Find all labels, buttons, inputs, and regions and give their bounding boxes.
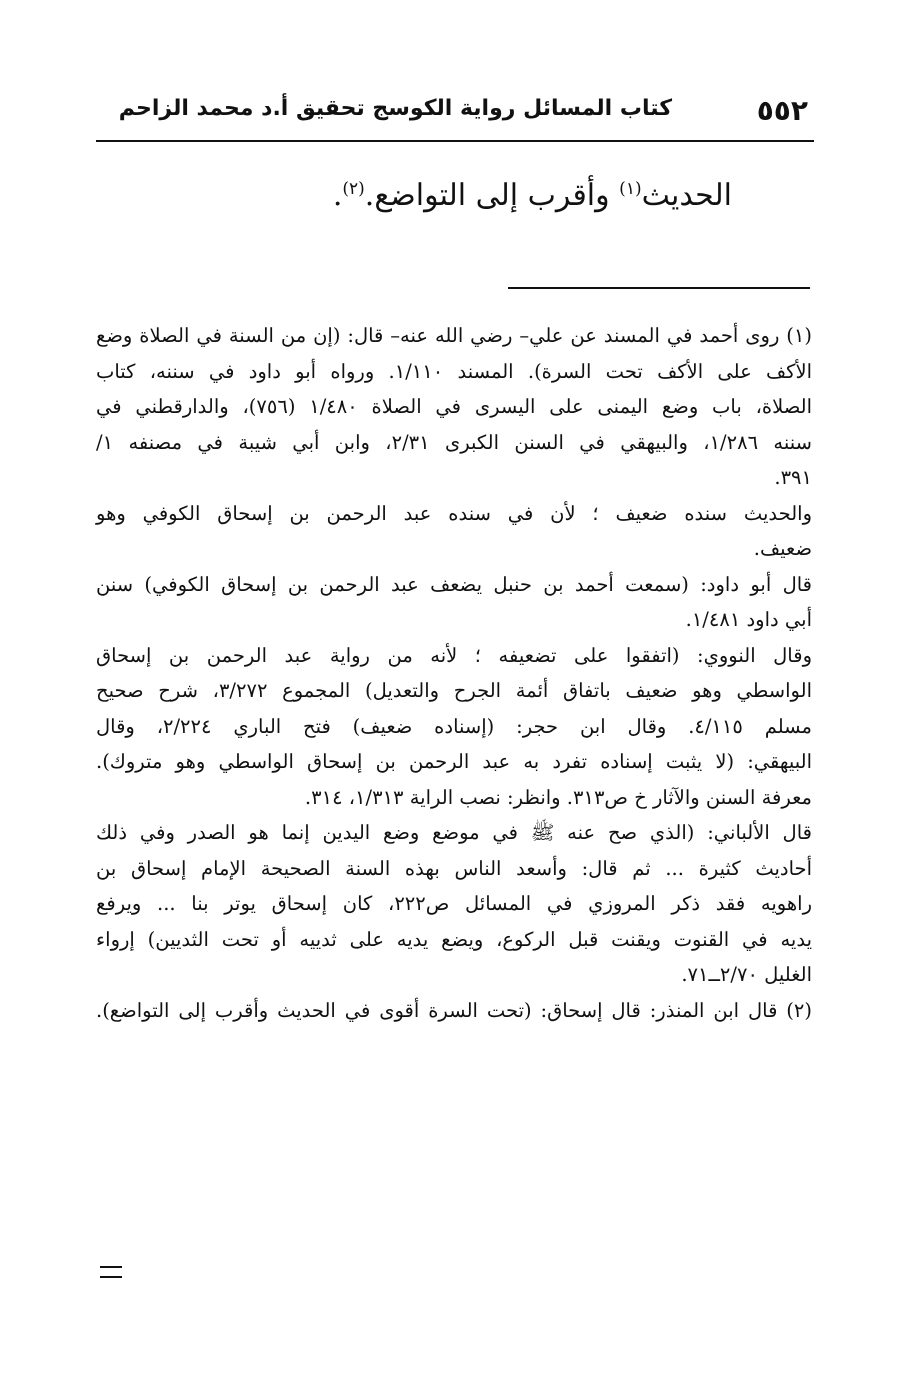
page-header: [96, 88, 812, 136]
footnote-line: معرفة السنن والآثار خ ص٣١٣. وانظر: نصب الراية ١/٣١٣، ٣١٤.: [304, 785, 812, 809]
footnote-line: الغليل ٢/٧٠ــ٧١.: [681, 963, 812, 986]
footnote-line: أحاديث كثيرة ... ثم قال: وأسعد الناس بهذه السنة الصحيحة الإمام إسحاق بن: [96, 856, 812, 880]
footnotes: [96, 318, 812, 1028]
footnote-line: راهويه فقد ذكر المروزي في المسائل ص٢٢٢، كان إسحاق يوتر بنا ... ويرفع: [96, 892, 812, 915]
footnote-separator: [508, 287, 810, 289]
continuation-mark: [100, 1266, 122, 1278]
footnote-line: ٣٩١.: [774, 466, 812, 489]
footnote-line: (١) روى أحمد في المسند عن علي– رضي الله عنه– قال: (إن من السنة في الصلاة وضع: [96, 324, 812, 347]
footnote-ref-2: (٢): [342, 179, 365, 199]
footnote-line: قال أبو داود: (سمعت أحمد بن حنبل يضعف عبد الرحمن بن إسحاق الكوفي) سنن: [96, 572, 812, 596]
footnote-line: وقال النووي: (اتفقوا على تضعيفه ؛ لأنه من رواية عبد الرحمن بن إسحاق: [96, 643, 812, 667]
header-rule: [96, 140, 814, 142]
footnote-line: والحديث سنده ضعيف ؛ لأن في سنده عبد الرحمن بن إسحاق الكوفي وهو: [96, 501, 812, 525]
running-title: كتاب المسائل رواية الكوسج تحقيق أ.د محمد الزاحم: [118, 96, 672, 121]
footnote-line: أبي داود ١/٤٨١.: [685, 608, 812, 631]
footnote-line: (٢) قال ابن المنذر: قال إسحاق: (تحت السرة أقوى في الحديث وأقرب إلى التواضع).: [96, 998, 812, 1022]
footnote-line: قال الألباني: (الذي صح عنه ﷺ في موضع وضع اليدين إنما هو الصدر وفي ذلك: [96, 821, 812, 844]
footnote-line: سننه ١/٢٨٦، والبيهقي في السنن الكبرى ٢/٣١، وابن أبي شيبة في مصنفه ١/: [96, 430, 812, 454]
footnote-line: الصلاة، باب وضع اليمنى على اليسرى في الصلاة ١/٤٨٠ (٧٥٦)، والدارقطني في: [96, 395, 812, 418]
footnote-line: يديه في القنوت ويقنت قبل الركوع، ويضع يديه على ثدييه أو تحت الثديين) إرواء: [96, 927, 812, 951]
main-text: [333, 178, 732, 213]
footnote-line: الأكف على الأكف تحت السرة). المسند ١/١١٠. ورواه أبو داود في سننه، كتاب: [96, 359, 812, 383]
page-number: ٥٥٢: [756, 94, 808, 127]
main-text-word1: الحديث: [641, 178, 732, 213]
footnote-line: البيهقي: (لا يثبت إسناده تفرد به عبد الرحمن بن إسحاق الواسطي وهو متروك).: [96, 750, 812, 773]
footnote-line: الواسطي وهو ضعيف باتفاق أئمة الجرح والتعديل) المجموع ٣/٢٧٢، شرح صحيح: [96, 679, 812, 702]
footnote-ref-1: (١): [619, 179, 642, 199]
footnote-line: ضعيف.: [753, 537, 812, 560]
footnote-line: مسلم ٤/١١٥. وقال ابن حجر: (إسناده ضعيف) فتح الباري ٢/٢٢٤، وقال: [96, 714, 812, 738]
main-text-end: .: [332, 178, 343, 213]
main-text-word2: وأقرب إلى التواضع.: [364, 178, 620, 213]
